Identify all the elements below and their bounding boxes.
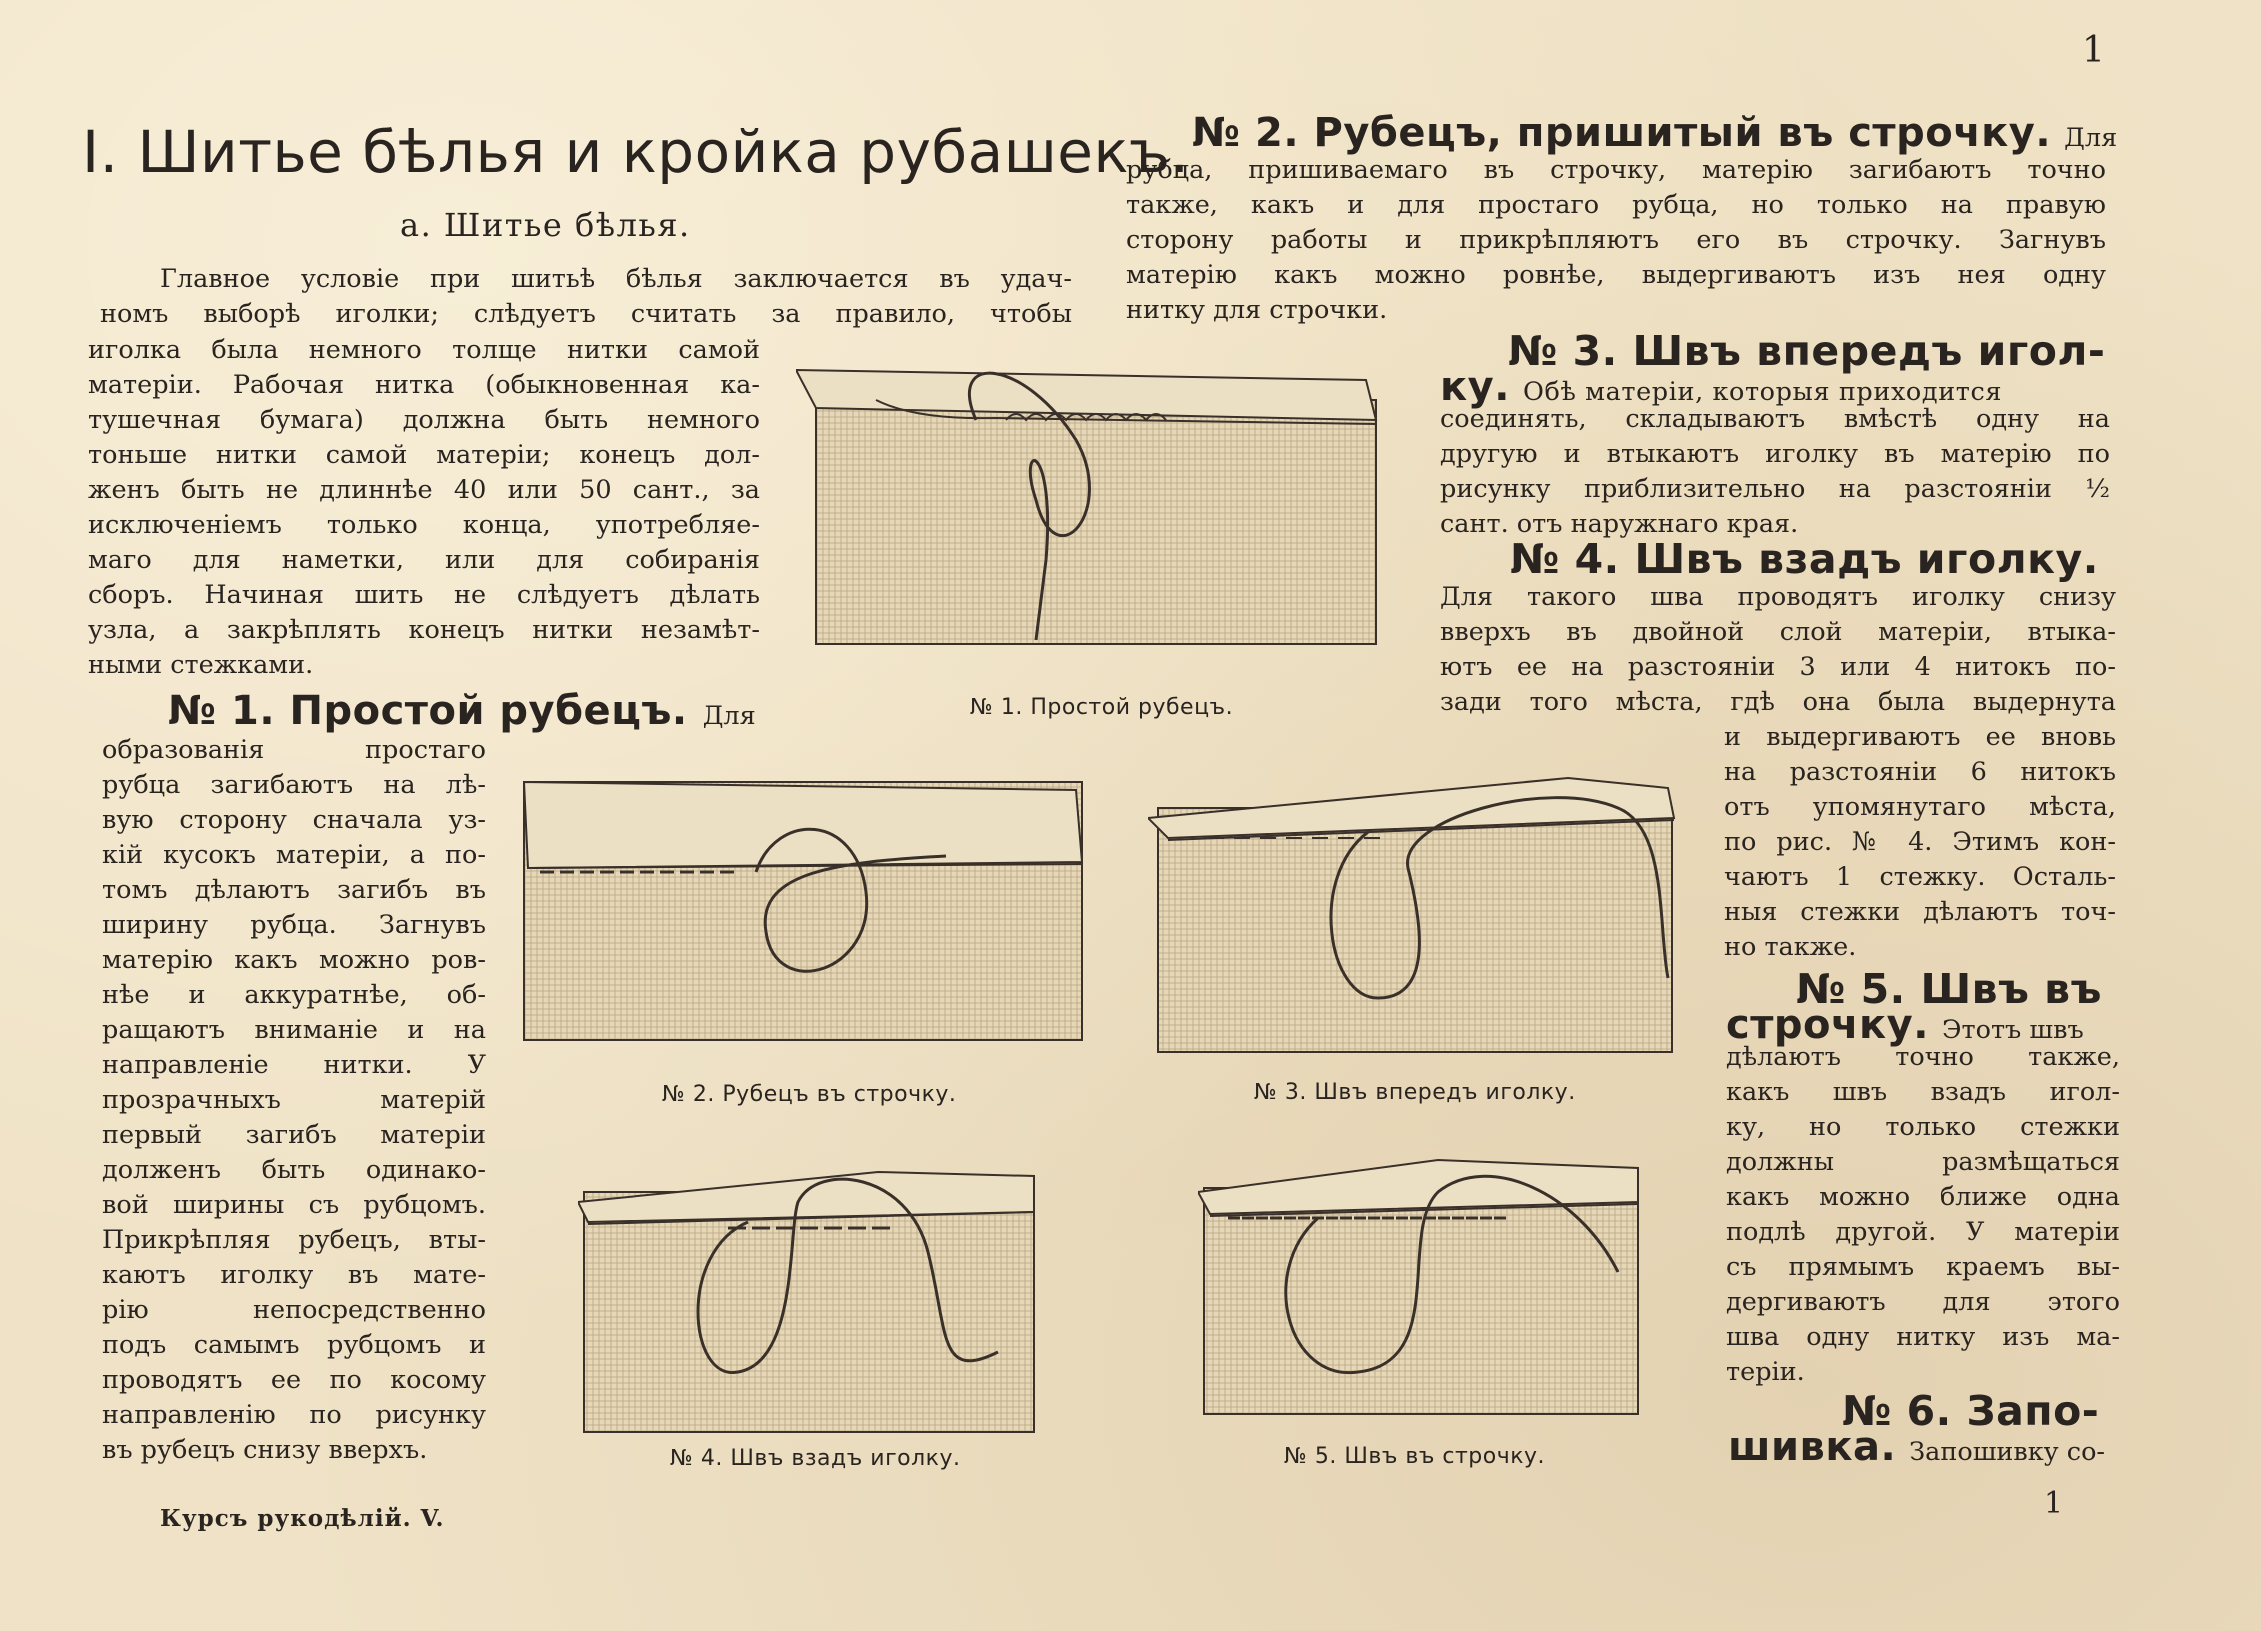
text-line: кій кусокъ матеріи, а по- bbox=[102, 840, 486, 870]
section-5-lead: Этотъ швъ bbox=[1941, 1015, 2084, 1045]
page-number-top: 1 bbox=[2082, 30, 2105, 71]
text-line: подлѣ другой. У матеріи bbox=[1726, 1217, 2120, 1247]
intro-line: сборъ. Начиная шить не слѣдуетъ дѣлать bbox=[88, 580, 760, 610]
section-1-heading bbox=[168, 688, 756, 734]
intro-line: тушечная бумага) должна быть немного bbox=[88, 405, 760, 435]
intro-line: узла, а закрѣплять конецъ нитки незамѣт- bbox=[88, 615, 760, 645]
section-3-heading: № 3. Швъ впередъ игол- bbox=[1508, 327, 2106, 375]
figure-5-illustration bbox=[1198, 1152, 1644, 1418]
text-line: также, какъ и для простаго рубца, но только на правую bbox=[1126, 190, 2106, 220]
text-line: рубца загибаютъ на лѣ- bbox=[102, 770, 486, 800]
section-2-heading bbox=[1192, 110, 2117, 156]
intro-column-paragraph bbox=[88, 333, 760, 683]
section-2-text bbox=[1126, 153, 2106, 328]
section-1-title: № 1. Простой рубецъ. bbox=[168, 688, 688, 734]
section-4-text bbox=[1440, 580, 2116, 720]
text-line: шва одну нитку изъ ма- bbox=[1726, 1322, 2120, 1352]
section-5-text bbox=[1726, 1040, 2120, 1390]
text-line: вую сторону сначала уз- bbox=[102, 805, 486, 835]
figure-3-illustration bbox=[1148, 758, 1678, 1058]
text-line: образованія простаго bbox=[102, 735, 486, 765]
text-line: теріи. bbox=[1726, 1357, 1805, 1387]
text-line: ютъ ее на разстояніи 3 или 4 нитокъ по- bbox=[1440, 652, 2116, 682]
text-line: по рис. № 4. Этимъ кон- bbox=[1724, 827, 2116, 857]
text-line: рію непосредственно bbox=[102, 1295, 486, 1325]
text-line: Для такого шва проводятъ иголку снизу bbox=[1440, 582, 2116, 612]
page-footer: Курсъ рукодѣлій. V. bbox=[160, 1505, 445, 1532]
text-line: томъ дѣлаютъ загибъ въ bbox=[102, 875, 486, 905]
text-line: нитку для строчки. bbox=[1126, 295, 1388, 325]
text-line: матерію какъ можно ров- bbox=[102, 945, 486, 975]
section-2-lead: Для bbox=[2064, 123, 2118, 153]
figure-1-illustration bbox=[796, 360, 1388, 650]
text-line: вверхъ въ двойной слой матеріи, втыка- bbox=[1440, 617, 2116, 647]
text-line: долженъ быть одинако- bbox=[102, 1155, 486, 1185]
figure-4-illustration bbox=[578, 1152, 1040, 1438]
text-line: вой ширины съ рубцомъ. bbox=[102, 1190, 486, 1220]
section-1-lead: Для bbox=[702, 701, 756, 731]
text-line: Прикрѣпляя рубецъ, вты- bbox=[102, 1225, 486, 1255]
intro-line: исключеніемъ только конца, употребляе- bbox=[88, 510, 760, 540]
text-line: соединять, складываютъ вмѣстѣ одну на bbox=[1440, 404, 2110, 434]
figure-2-illustration bbox=[516, 772, 1090, 1046]
text-line: отъ упомянутаго мѣста, bbox=[1724, 792, 2116, 822]
text-line: сторону работы и прикрѣпляютъ его въ строчку. Загнувъ bbox=[1126, 225, 2106, 255]
text-line: на разстояніи 6 нитокъ bbox=[1724, 757, 2116, 787]
intro-line: матеріи. Рабочая нитка (обыкновенная ка- bbox=[88, 370, 760, 400]
text-line: должны размѣщаться bbox=[1726, 1147, 2120, 1177]
section-6-heading: № 6. Запо- bbox=[1842, 1387, 2100, 1435]
text-line: ныя стежки дѣлаютъ точ- bbox=[1724, 897, 2116, 927]
text-line: но также. bbox=[1724, 932, 1857, 962]
intro-line: тоньше нитки самой матеріи; конецъ дол- bbox=[88, 440, 760, 470]
figure-5-caption: № 5. Швъ въ строчку. bbox=[1284, 1444, 1546, 1469]
text-line: матерію какъ можно ровнѣе, выдергиваютъ изъ нея одну bbox=[1126, 260, 2106, 290]
intro-line: иголка была немного толще нитки самой bbox=[88, 335, 760, 365]
figure-1-caption: № 1. Простой рубецъ. bbox=[970, 695, 1234, 720]
text-line: дѣлаютъ точно также, bbox=[1726, 1042, 2120, 1072]
text-line: дергиваютъ для этого bbox=[1726, 1287, 2120, 1317]
text-line: съ прямымъ краемъ вы- bbox=[1726, 1252, 2120, 1282]
section-6-heading-cont bbox=[1728, 1424, 2105, 1470]
section-6-lead: Запошивку со- bbox=[1909, 1437, 2106, 1467]
section-4-text-narrow bbox=[1724, 720, 2116, 965]
text-line: первый загибъ матеріи bbox=[102, 1120, 486, 1150]
text-line: каютъ иголку въ мате- bbox=[102, 1260, 486, 1290]
intro-line: номъ выборѣ иголки; слѣдуетъ считать за правило, чтобы bbox=[100, 299, 1072, 329]
text-line: прозрачныхъ матерій bbox=[102, 1085, 486, 1115]
figure-4-caption: № 4. Швъ взадъ иголку. bbox=[670, 1446, 961, 1471]
section-5-title-end: строчку. bbox=[1726, 1002, 1929, 1048]
text-line: какъ швъ взадъ игол- bbox=[1726, 1077, 2120, 1107]
text-line: чаютъ 1 стежку. Осталь- bbox=[1724, 862, 2116, 892]
text-line: проводятъ ее по косому bbox=[102, 1365, 486, 1395]
text-line: направленіе нитки. У bbox=[102, 1050, 486, 1080]
text-line: нѣе и аккуратнѣе, об- bbox=[102, 980, 486, 1010]
section-3-title-end: ку. bbox=[1440, 364, 1510, 410]
section-4-heading: № 4. Швъ взадъ иголку. bbox=[1510, 535, 2099, 583]
intro-line: женъ быть не длиннѣе 40 или 50 сант., за bbox=[88, 475, 760, 505]
section-2-title: № 2. Рубецъ, пришитый въ строчку. bbox=[1192, 110, 2052, 156]
intro-line: ными стежками. bbox=[88, 650, 314, 680]
text-line: зади того мѣста, гдѣ она была выдернута bbox=[1440, 687, 2116, 717]
text-line: другую и втыкаютъ иголку въ матерію по bbox=[1440, 439, 2110, 469]
text-line: подъ самымъ рубцомъ и bbox=[102, 1330, 486, 1360]
figure-2-caption: № 2. Рубецъ въ строчку. bbox=[662, 1082, 957, 1107]
chapter-title: I. Шитье бѣлья и кройка рубашекъ. bbox=[82, 118, 1190, 186]
section-6-title-end: шивка. bbox=[1728, 1424, 1897, 1470]
text-line: въ рубецъ снизу вверхъ. bbox=[102, 1435, 428, 1465]
text-line: рисунку приблизительно на разстояніи ½ bbox=[1440, 474, 2110, 504]
text-line: ращаютъ вниманіе и на bbox=[102, 1015, 486, 1045]
section-3-text bbox=[1440, 402, 2110, 542]
section-1-text bbox=[102, 733, 486, 1468]
text-line: ширину рубца. Загнувъ bbox=[102, 910, 486, 940]
text-line: рубца, пришиваемаго въ строчку, матерію загибаютъ точно bbox=[1126, 155, 2106, 185]
page-number-bottom: 1 bbox=[2044, 1486, 2064, 1521]
text-line: направленію по рисунку bbox=[102, 1400, 486, 1430]
intro-line: Главное условіе при шитьѣ бѣлья заключается въ удач- bbox=[160, 264, 1072, 294]
text-line: какъ можно ближе одна bbox=[1726, 1182, 2120, 1212]
text-line: сант. отъ наружнаго края. bbox=[1440, 509, 1799, 539]
figure-3-caption: № 3. Швъ впередъ иголку. bbox=[1254, 1080, 1576, 1105]
text-line: ку, но только стежки bbox=[1726, 1112, 2120, 1142]
section-3-lead: Обѣ матеріи, которыя приходится bbox=[1523, 377, 2003, 407]
text-line: и выдергиваютъ ее вновь bbox=[1724, 722, 2116, 752]
section-subtitle: а. Шитье бѣлья. bbox=[400, 206, 691, 244]
intro-top-paragraph bbox=[100, 262, 1072, 332]
section-5-heading: № 5. Швъ въ bbox=[1796, 965, 2102, 1013]
intro-line: маго для наметки, или для собиранія bbox=[88, 545, 760, 575]
